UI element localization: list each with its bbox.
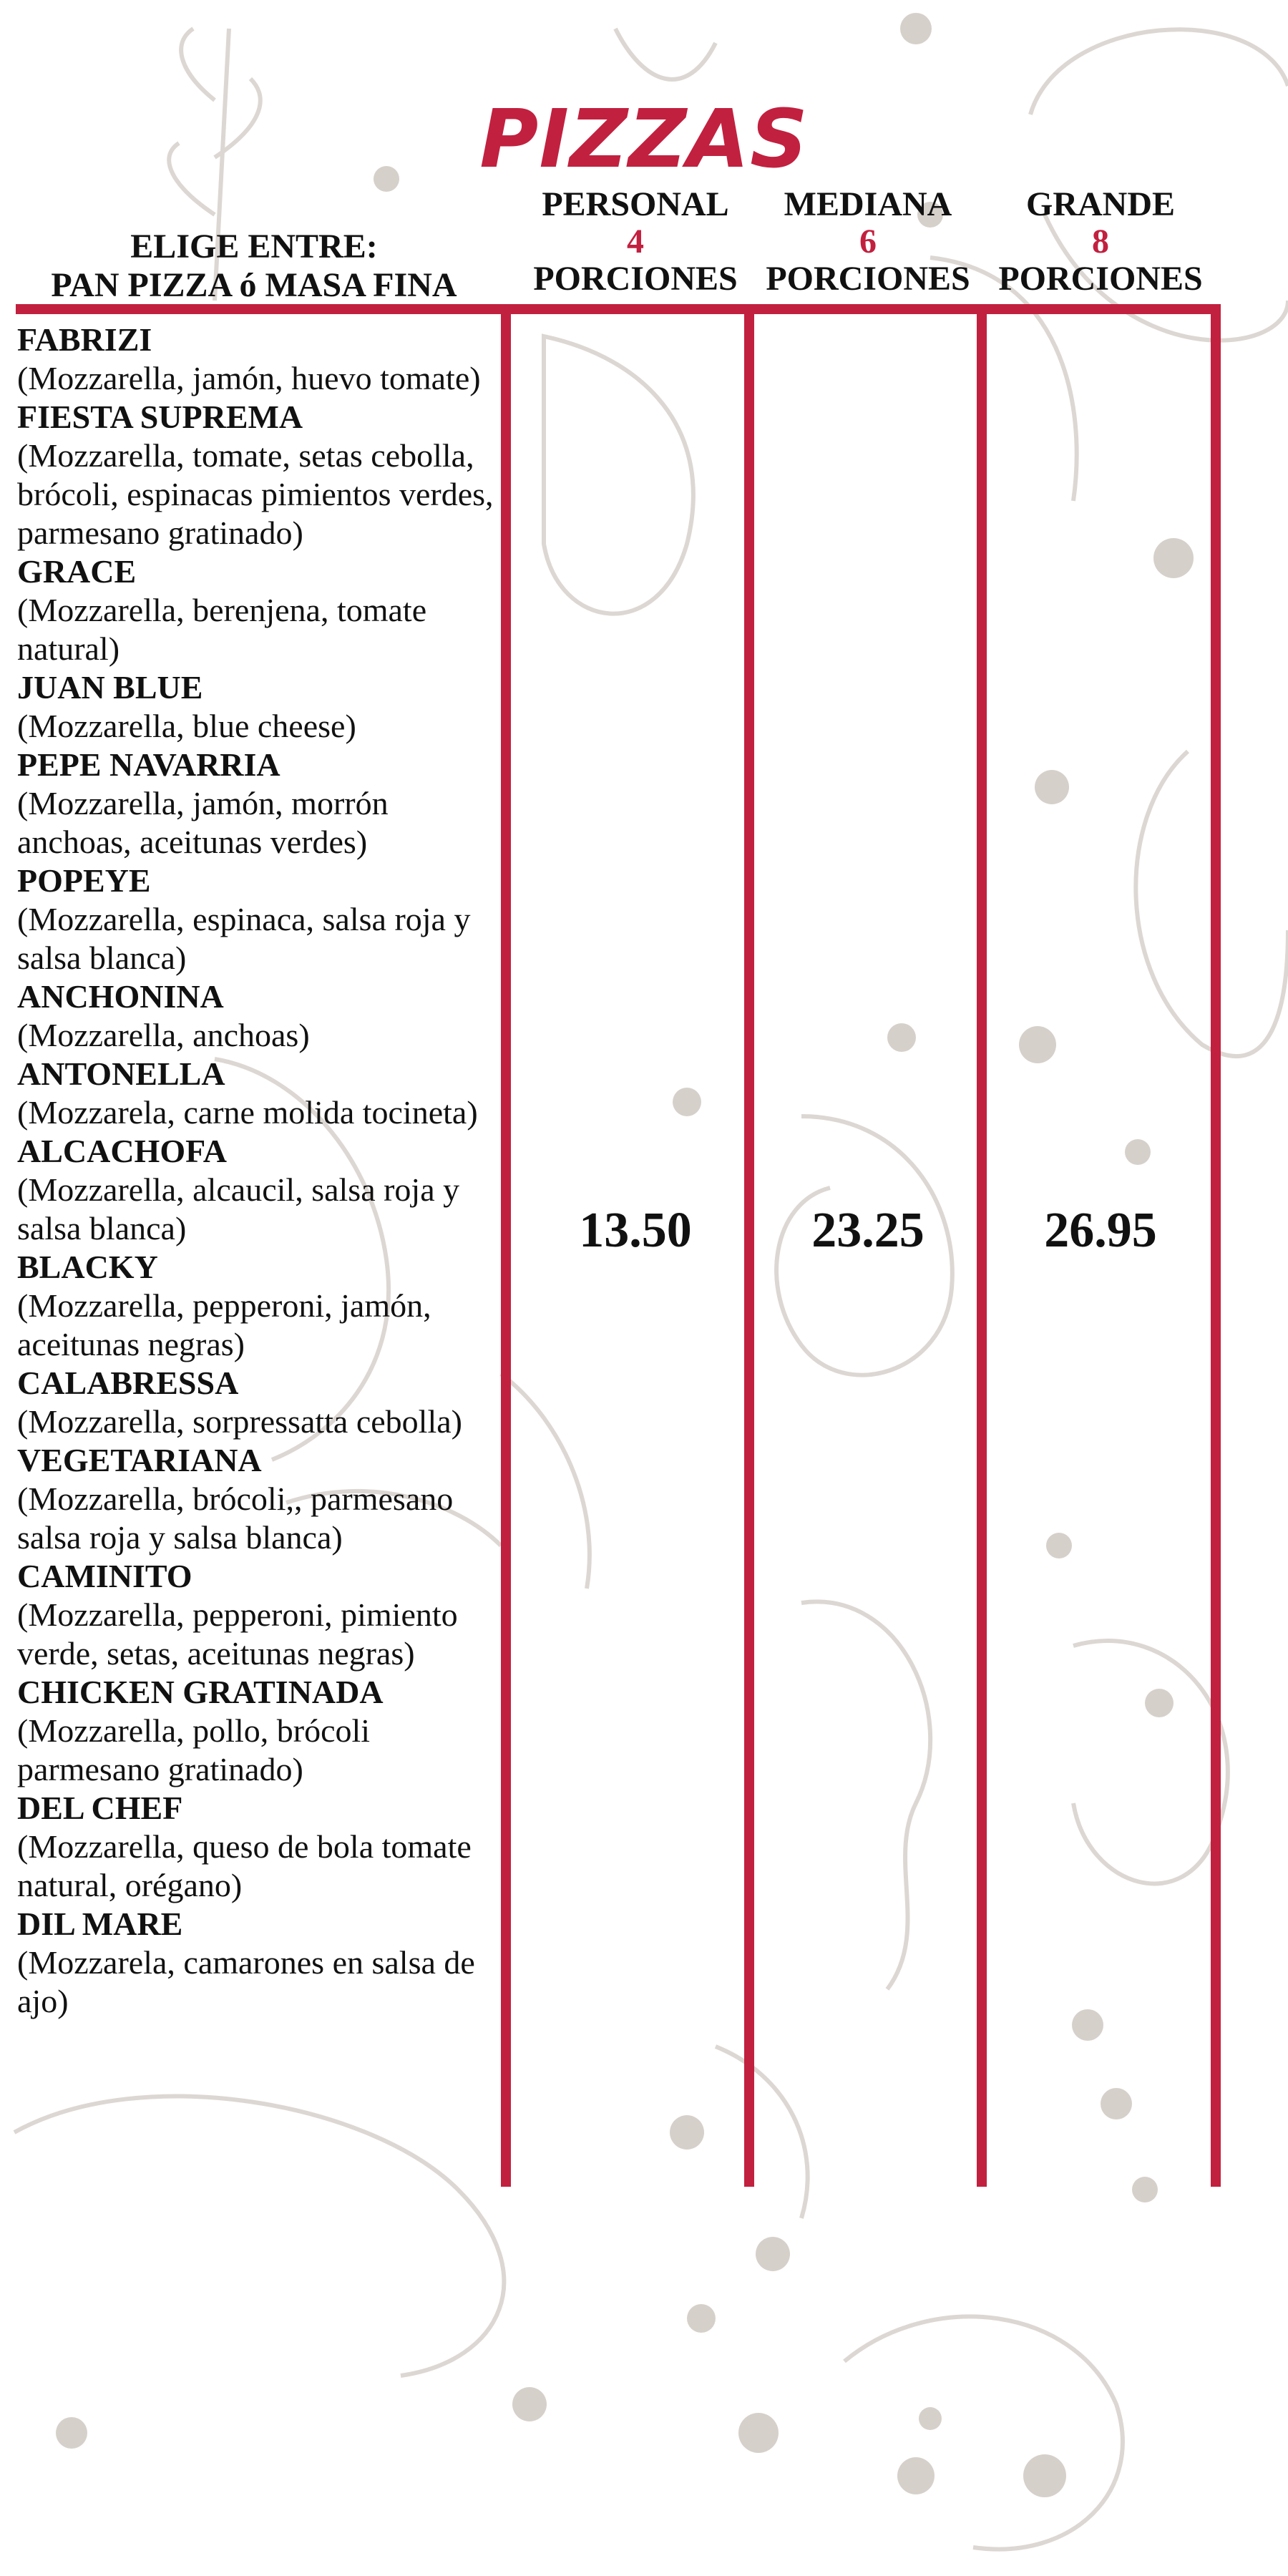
pizza-name: CAMINITO (17, 1558, 192, 1594)
list-item (17, 862, 504, 977)
pizza-name: CHICKEN GRATINADA (17, 1674, 384, 1710)
list-item (17, 1248, 504, 1364)
pizza-name: DEL CHEF (17, 1790, 183, 1826)
crust-options-label: PAN PIZZA ó MASA FINA (51, 266, 457, 304)
pizza-ingredients: (Mozzarella, jamón, morrón anchoas, aceitunas verdes) (17, 785, 389, 860)
list-item (17, 1055, 504, 1132)
list-item (17, 1789, 504, 1905)
page-title: PIZZAS (479, 93, 809, 186)
size-portions-label: PORCIONES (533, 260, 738, 298)
list-item (17, 1673, 504, 1789)
pizza-ingredients: (Mozzarella, pepperoni, jamón, aceitunas negras) (17, 1287, 431, 1362)
size-name: MEDIANA (784, 185, 952, 223)
size-portions-label: PORCIONES (998, 260, 1203, 298)
pizza-name: ANCHONINA (17, 978, 224, 1015)
list-item (17, 1132, 504, 1248)
list-item (17, 746, 504, 862)
pizza-name: JUAN BLUE (17, 669, 203, 706)
pizza-ingredients: (Mozzarella, brócoli,, parmesano salsa roja y salsa blanca) (17, 1480, 454, 1556)
pizza-name: CALABRESSA (17, 1365, 239, 1401)
price-mediana: 23.25 (811, 1203, 924, 1258)
pizza-ingredients: (Mozzarella, tomate, setas cebolla, brócoli, espinacas pimientos verdes, parmesano gratinado) (17, 437, 494, 551)
size-portions-label: PORCIONES (766, 260, 970, 298)
list-item (17, 977, 504, 1055)
pizza-ingredients: (Mozzarela, carne molida tocineta) (17, 1094, 478, 1131)
pizza-ingredients: (Mozzarella, blue cheese) (17, 708, 356, 744)
pizza-name: ANTONELLA (17, 1055, 225, 1092)
pizza-ingredients: (Mozzarella, sorpressatta cebolla) (17, 1403, 462, 1440)
pizza-ingredients: (Mozzarella, anchoas) (17, 1017, 310, 1053)
list-item (17, 668, 504, 746)
pizza-name: DIL MARE (17, 1906, 183, 1942)
price-grande: 26.95 (1044, 1203, 1157, 1258)
pizza-ingredients: (Mozzarella, pepperoni, pimiento verde, setas, aceitunas negras) (17, 1596, 458, 1672)
list-item (17, 398, 504, 552)
pizza-name: PEPE NAVARRIA (17, 746, 280, 783)
pizza-ingredients: (Mozzarella, pollo, brócoli parmesano gratinado) (17, 1712, 371, 1787)
list-item (17, 1364, 504, 1441)
pizza-name: ALCACHOFA (17, 1133, 228, 1169)
pizza-ingredients: (Mozzarela, camarones en salsa de ajo) (17, 1944, 475, 2019)
pizza-ingredients: (Mozzarella, jamón, huevo tomate) (17, 360, 481, 396)
pizza-ingredients: (Mozzarella, alcaucil, salsa roja y salsa blanca) (17, 1171, 460, 1246)
size-header-grande (986, 186, 1215, 298)
pizza-name: FABRIZI (17, 321, 152, 358)
choose-label: ELIGE ENTRE: (130, 228, 378, 265)
size-portions: 8 (1092, 223, 1109, 260)
pizza-name: VEGETARIANA (17, 1442, 262, 1478)
list-item (17, 1905, 504, 2021)
price-personal: 13.50 (579, 1203, 692, 1258)
pizza-name: BLACKY (17, 1249, 158, 1285)
size-name: PERSONAL (542, 185, 729, 223)
pizza-name: POPEYE (17, 862, 151, 899)
pizza-ingredients: (Mozzarella, berenjena, tomate natural) (17, 592, 427, 667)
pizza-ingredients: (Mozzarella, queso de bola tomate natural, orégano) (17, 1828, 472, 1903)
pizza-name: FIESTA SUPREMA (17, 399, 303, 435)
size-name: GRANDE (1025, 185, 1175, 223)
header-divider (16, 304, 1221, 314)
size-portions: 4 (627, 223, 644, 260)
list-item (17, 552, 504, 668)
size-portions: 6 (859, 223, 877, 260)
size-header-mediana (753, 186, 982, 298)
pizza-list (17, 321, 504, 2021)
list-item (17, 1557, 504, 1673)
pizza-ingredients: (Mozzarella, espinaca, salsa roja y salsa blanca) (17, 901, 471, 976)
list-item (17, 1441, 504, 1557)
size-header-personal (521, 186, 750, 298)
pizza-name: GRACE (17, 553, 137, 590)
list-item (17, 321, 504, 398)
